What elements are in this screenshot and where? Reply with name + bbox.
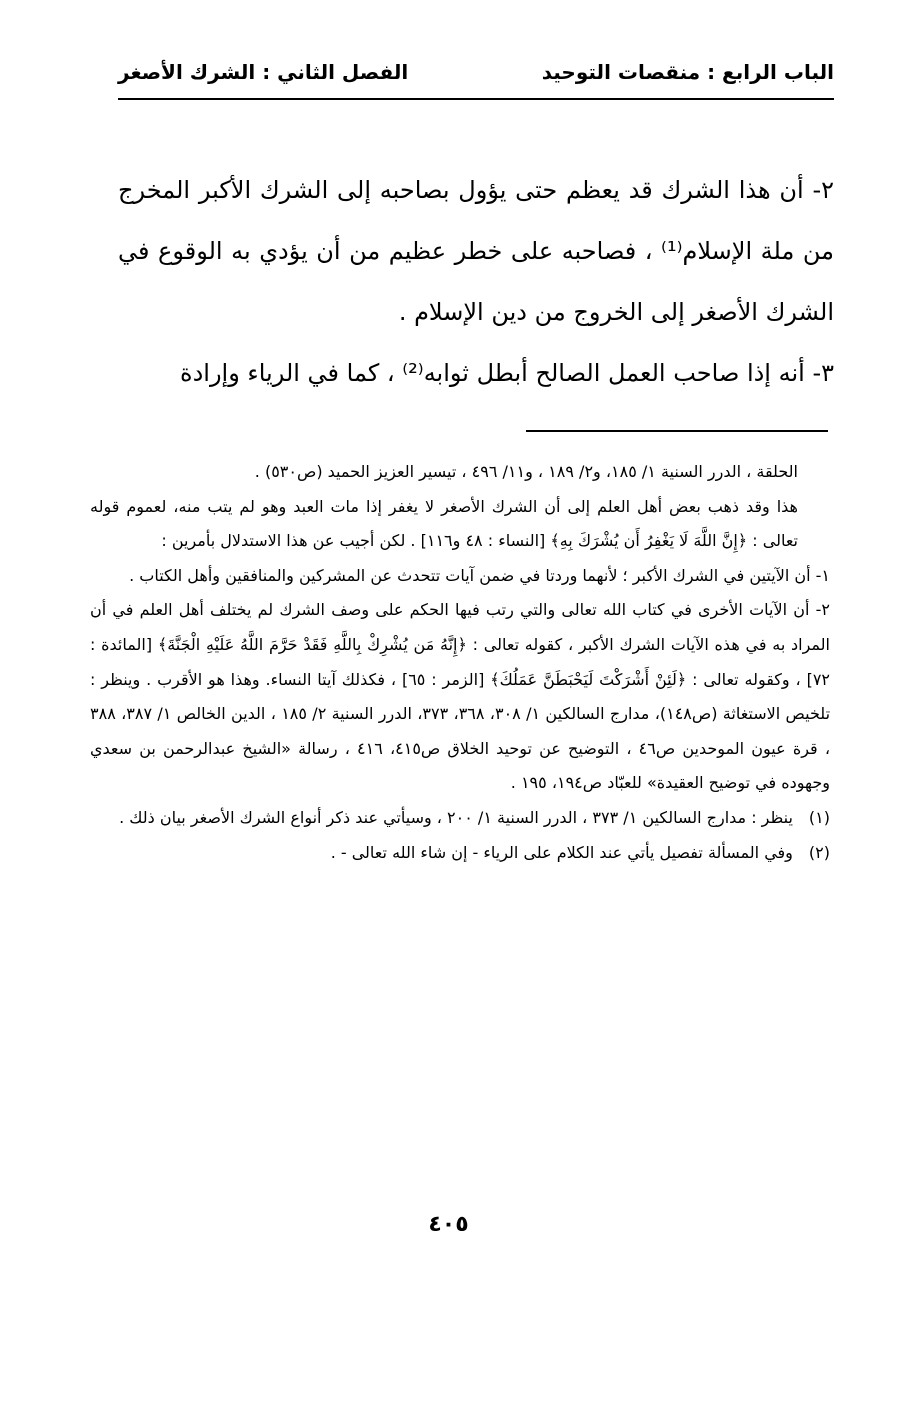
footnote-separator [526,430,828,432]
footnotes [90,455,830,870]
main-text [118,160,834,404]
running-head-section: الفصل الثاني : الشرك الأصغر [118,60,409,84]
footnote-2-number: (٢) [808,842,830,862]
body-paragraph-2: ٢- أن هذا الشرك قد يعظم حتى يؤول بصاحبه إلى الشرك الأكبر المخرج من ملة الإسلام⁽¹⁾ ، فصاحبه على خطر عظيم من أن يؤدي به الوقوع في الشرك الأصغر إلى الخروج من دين الإسلام . [118,176,835,326]
footnote-2 [90,836,830,871]
footnote-1-text: ينظر : مدارج السالكين ١/ ٣٧٣ ، الدرر السنية ١/ ٢٠٠ ، وسيأتي عند ذكر أنواع الشرك الأصغر بيان ذلك . [119,807,793,827]
footnote-continued-refs: الحلقة ، الدرر السنية ١/ ١٨٥، و٢/ ١٨٩ ، و١١/ ٤٩٦ ، تيسير العزيز الحميد (ص٥٣٠) . [254,462,798,481]
footnote-2-text: وفي المسألة تفصيل يأتي عند الكلام على الرياء - إن شاء الله تعالى - . [330,842,793,862]
footnote-1 [90,801,830,836]
footnote-continued-discussion: هذا وقد ذهب بعض أهل العلم إلى أن الشرك الأصغر لا يغفر إذا مات العبد وهو لم يتب منه، لعموم قوله تعالى : ﴿إِنَّ اللَّهَ لَا يَغْفِرُ أَن يُشْرَكَ بِهِ﴾ [النساء : ٤٨ و١١٦] . لكن أجيب عن هذا الاستدلال بأمرين : [90,496,798,551]
running-head [118,58,834,94]
footnote-continued-point-2: ٢- أن الآيات الأخرى في كتاب الله تعالى والتي رتب فيها الحكم على وصف الشرك لم يختلف أهل العلم في أن المراد به في هذه الآيات الشرك الأكبر ، كقوله تعالى : ﴿إِنَّهُ مَن يُشْرِكْ بِاللَّهِ فَقَدْ حَرَّمَ اللَّهُ عَلَيْهِ الْجَنَّةَ﴾ [المائدة : ٧٢] ، وكقوله تعالى : ﴿لَئِنْ أَشْرَكْتَ لَيَحْبَطَنَّ عَمَلُكَ﴾ [الزمر : ٦٥] ، فكذلك آيتا النساء. وهذا هو الأقرب . وينظر : تلخيص الاستغاثة (ص١٤٨)، مدارج السالكين ١/ ٣٠٨، ٣٦٨، ٣٧٣، الدرر السنية ٢/ ١٨٥ ، الدين الخالص ١/ ٣٨٧، ٣٨٨ ، قرة عيون الموحدين ص٤٦ ، التوضيح عن توحيد الخلاق ص٤١٥، ٤١٦ ، رسالة «الشيخ عبدالرحمن بن سعدي وجهوده في توضيح العقيدة» للعبّاد ص١٩٤، ١٩٥ . [90,600,831,793]
header-rule [118,98,834,100]
page-number: ٤٠٥ [428,1212,469,1237]
footnote-1-number: (١) [808,807,830,827]
body-paragraph-3: ٣- أنه إذا صاحب العمل الصالح أبطل ثوابه⁽²⁾ ، كما في الرياء وإرادة [180,359,834,387]
running-head-chapter: الباب الرابع : منقصات التوحيد [541,60,834,84]
footnote-continued-point-1: ١- أن الآيتين في الشرك الأكبر ؛ لأنهما وردتا في ضمن آيات تتحدث عن المشركين والمنافقين وأهل الكتاب . [129,565,830,585]
